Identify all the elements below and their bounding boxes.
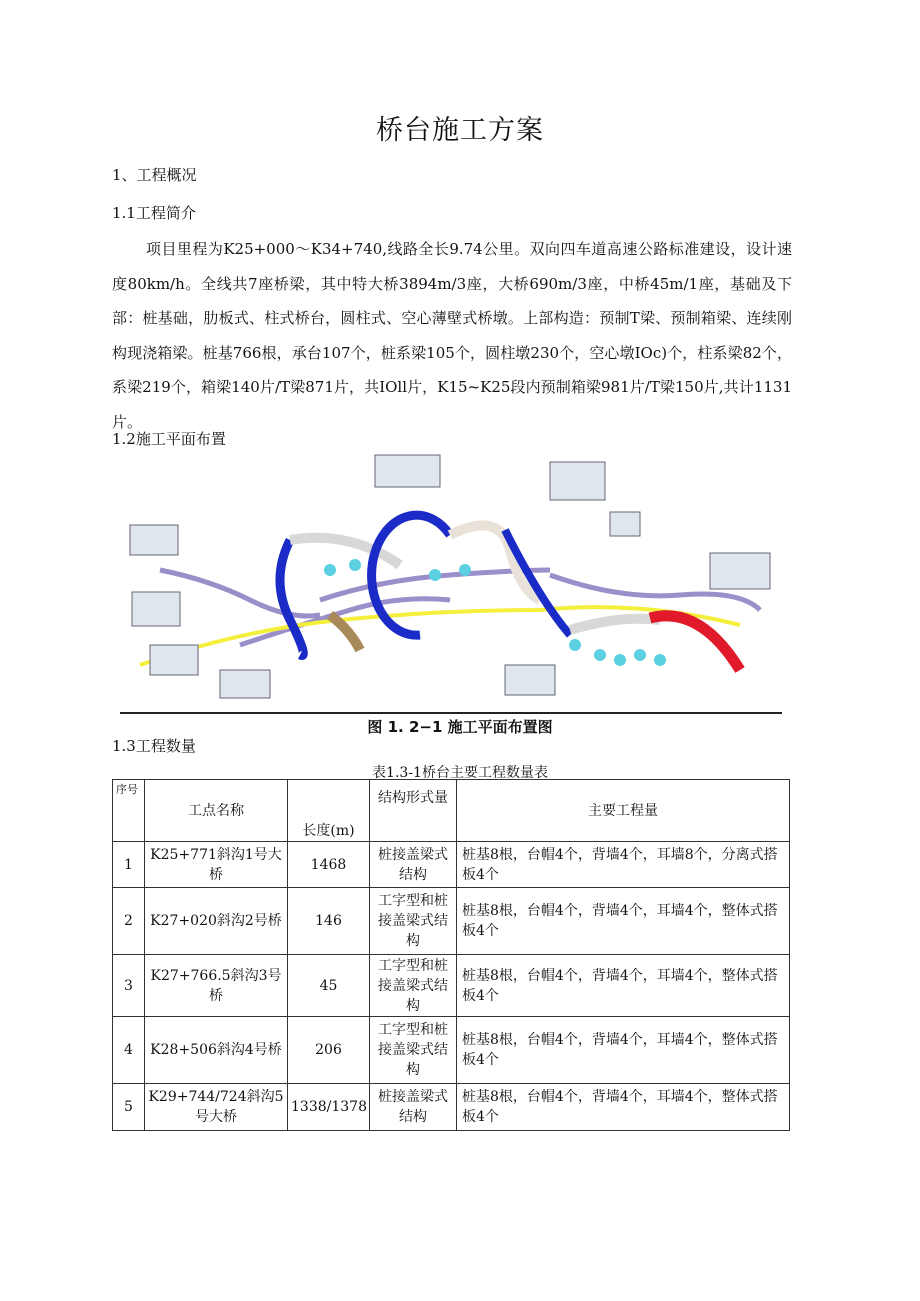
cell-work: 桩基8根，台帽4个，背墙4个，耳墙4个，整体式搭板4个 xyxy=(457,955,790,1017)
section-heading-1: 1、工程概况 xyxy=(112,166,197,184)
header-length: 长度(m) xyxy=(288,780,370,842)
cell-no: 3 xyxy=(113,955,145,1017)
cell-structure: 工字型和桩接盖梁式结构 xyxy=(370,1017,457,1084)
cell-structure: 桩接盖梁式结构 xyxy=(370,842,457,888)
cell-no: 2 xyxy=(113,888,145,955)
cell-name: K27+766.5斜沟3号桥 xyxy=(145,955,288,1017)
section-heading-1-1: 1.1工程简介 xyxy=(112,204,196,222)
cell-name: K27+020斜沟2号桥 xyxy=(145,888,288,955)
table-row xyxy=(113,955,790,1017)
table-row xyxy=(113,842,790,888)
cell-no: 5 xyxy=(113,1084,145,1131)
cell-work: 桩基8根，台帽4个，背墙4个，耳墙4个，整体式搭板4个 xyxy=(457,888,790,955)
intro-paragraph: 项目里程为K25+000〜K34+740,线路全长9.74公里。双向四车道高速公路标准建设，设计速度80km/h。全线共7座桥梁，其中特大桥3894m/3座，大桥690m/3座，中桥45m/1座，基础及下部：桩基础，肋板式、柱式桥台，圆柱式、空心薄壁式桥墩。上部构造：预制T梁、预制箱梁、连续刚构现浇箱梁。桩基766根，承台107个，桩系梁105个，圆柱墩230个，空心墩IOc)个，柱系梁82个，系梁219个，箱梁140片/T梁871片，共IOll片，K15~K25段内预制箱梁981片/T梁150片,共计1131片。 xyxy=(112,240,792,431)
header-name: 工点名称 xyxy=(145,780,288,842)
cell-structure: 工字型和桩接盖梁式结构 xyxy=(370,955,457,1017)
header-no: 序号 xyxy=(113,780,145,842)
cell-structure: 工字型和桩接盖梁式结构 xyxy=(370,888,457,955)
section-heading-1-2: 1.2施工平面布置 xyxy=(112,430,226,448)
header-structure: 结构形式量 xyxy=(370,780,457,842)
cell-length: 206 xyxy=(288,1017,370,1084)
cell-name: K28+506斜沟4号桥 xyxy=(145,1017,288,1084)
figure-baseline xyxy=(120,712,782,714)
header-work: 主要工程量 xyxy=(457,780,790,842)
table-row xyxy=(113,888,790,955)
table-row xyxy=(113,1017,790,1084)
cell-structure: 桩接盖梁式结构 xyxy=(370,1084,457,1131)
cell-length: 1338/1378 xyxy=(288,1084,370,1131)
cell-name: K29+744/724斜沟5号大桥 xyxy=(145,1084,288,1131)
cell-work: 桩基8根，台帽4个，背墙4个，耳墙4个，整体式搭板4个 xyxy=(457,1017,790,1084)
cell-length: 1468 xyxy=(288,842,370,888)
table-row xyxy=(113,1084,790,1131)
cell-length: 45 xyxy=(288,955,370,1017)
figure-caption: 图 1. 2−1 施工平面布置图 xyxy=(367,718,553,736)
cell-no: 4 xyxy=(113,1017,145,1084)
cell-length: 146 xyxy=(288,888,370,955)
table-caption: 表1.3-1桥台主要工程数量表 xyxy=(372,765,548,781)
section-heading-1-3: 1.3工程数量 xyxy=(112,737,196,755)
cell-name: K25+771斜沟1号大桥 xyxy=(145,842,288,888)
cell-work: 桩基8根，台帽4个，背墙4个，耳墙4个，整体式搭板4个 xyxy=(457,1084,790,1131)
cell-no: 1 xyxy=(113,842,145,888)
quantity-table xyxy=(112,779,790,1131)
table-header-row xyxy=(113,780,790,842)
page-title: 桥台施工方案 xyxy=(376,115,544,146)
site-layout-figure xyxy=(120,450,782,712)
cell-work: 桩基8根，台帽4个，背墙4个，耳墙8个，分离式搭板4个 xyxy=(457,842,790,888)
